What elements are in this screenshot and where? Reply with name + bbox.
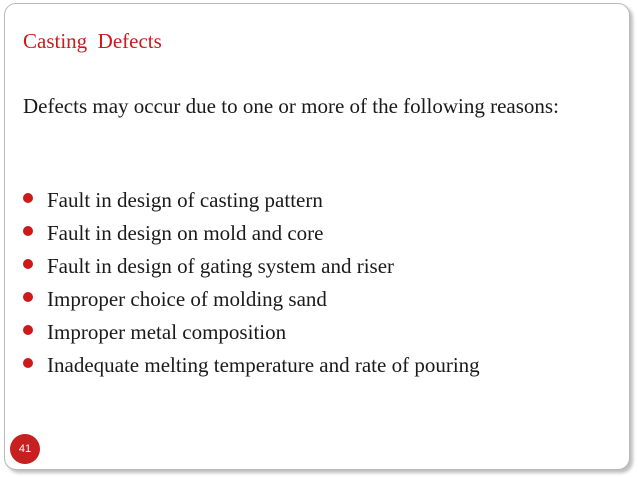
bullet-text: Improper metal composition bbox=[47, 320, 287, 344]
intro-paragraph: Defects may occur due to one or more of the following reasons: bbox=[23, 94, 559, 118]
bullet-text: Fault in design of casting pattern bbox=[47, 188, 323, 212]
bullet-text: Fault in design of gating system and riser bbox=[47, 254, 395, 278]
bullet-text: Improper choice of molding sand bbox=[47, 287, 327, 311]
bullet-icon bbox=[23, 193, 33, 203]
bullet-text: Fault in design on mold and core bbox=[47, 221, 324, 245]
bullet-text: Inadequate melting temperature and rate of pouring bbox=[47, 353, 480, 377]
slide-title: Casting Defects bbox=[23, 29, 162, 53]
bullet-icon bbox=[23, 292, 33, 302]
bullet-icon bbox=[23, 259, 33, 269]
bullet-icon bbox=[23, 358, 33, 368]
bullet-icon bbox=[23, 226, 33, 236]
page-number-badge: 41 bbox=[10, 434, 40, 464]
bullet-icon bbox=[23, 325, 33, 335]
